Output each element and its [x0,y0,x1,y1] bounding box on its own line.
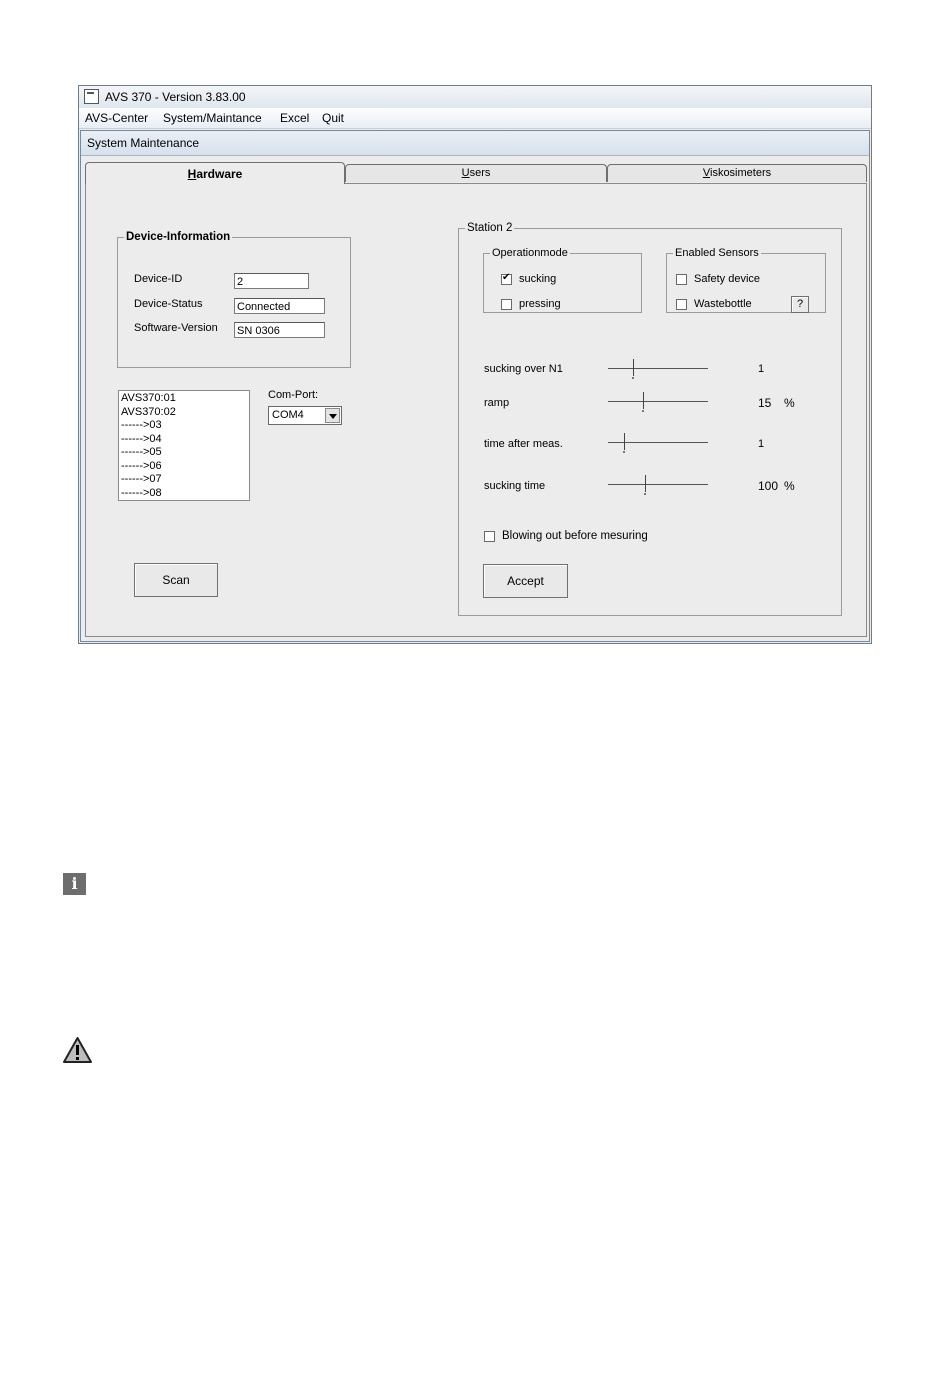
sucking-checkbox[interactable] [501,274,512,285]
device-id-field[interactable]: 2 [234,273,309,289]
list-item[interactable]: ------>08 [121,486,162,499]
safety-device-label: Safety device [694,273,761,285]
app-title: AVS 370 - Version 3.83.00 [105,90,246,104]
list-item[interactable]: AVS370:01 [121,392,176,404]
station-legend: Station 2 [467,222,513,234]
menu-quit[interactable]: Quit [322,111,345,125]
time-after-label: time after meas. [484,438,563,450]
wastebottle-checkbox[interactable] [676,299,687,310]
sucking-time-unit: % [784,479,795,493]
app-icon [84,89,99,104]
tab-hardware[interactable]: Hardware [85,162,345,184]
slider-thumb[interactable] [630,359,638,378]
sucking-time-label: sucking time [484,480,546,492]
device-id-label: Device-ID [134,273,183,285]
ramp-label: ramp [484,397,510,409]
enabled-sensors-legend: Enabled Sensors [675,247,759,259]
hardware-panel [85,183,867,637]
chevron-down-icon[interactable] [325,408,340,423]
sucking-time-slider[interactable] [608,475,708,495]
blowing-out-label: Blowing out before mesuring [502,530,648,542]
ramp-slider[interactable] [608,392,708,412]
device-listbox[interactable] [118,390,250,501]
device-status-label: Device-Status [134,298,203,310]
window-title: System Maintenance [87,136,200,150]
software-version-field[interactable]: SN 0306 [234,322,325,338]
pressing-checkbox[interactable] [501,299,512,310]
ramp-unit: % [784,396,795,410]
safety-device-checkbox[interactable] [676,274,687,285]
sucking-over-slider[interactable] [608,359,708,379]
wastebottle-label: Wastebottle [694,298,752,310]
time-after-value: 1 [758,438,765,450]
accept-button[interactable]: Accept [483,564,568,598]
slider-thumb[interactable] [640,392,648,411]
menu-system-maintance[interactable]: System/Maintance [163,111,262,125]
com-port-label: Com-Port: [268,389,319,401]
slider-track [608,484,708,485]
com-port-value: COM4 [272,409,304,421]
list-item[interactable]: ------>06 [121,459,162,472]
ramp-value: 15 [758,396,772,410]
app-window [78,85,872,644]
sucking-time-value: 100 [758,479,779,493]
sucking-label: sucking [519,273,557,285]
list-item[interactable]: ------>07 [121,473,162,485]
time-after-slider[interactable] [608,433,708,453]
list-item[interactable]: AVS370:02 [121,405,176,418]
wastebottle-help-button[interactable]: ? [791,296,809,313]
info-icon: i [63,873,86,895]
title-bar [79,86,871,108]
list-item[interactable]: ------>05 [121,446,162,458]
menu-avs-center[interactable]: AVS-Center [85,111,149,125]
list-item[interactable]: ------>03 [121,419,162,431]
menu-excel[interactable]: Excel [280,111,310,125]
system-maintenance-window [80,130,870,642]
menu-bar [79,108,871,129]
blowing-out-checkbox[interactable] [484,531,495,542]
sucking-over-value: 1 [758,363,765,375]
slider-thumb[interactable] [621,433,629,452]
window-title-bar [81,131,869,156]
sucking-over-label: sucking over N1 [484,363,563,375]
slider-track [608,401,708,402]
list-item[interactable]: ------>04 [121,432,162,445]
software-version-label: Software-Version [134,322,218,334]
warning-icon [62,1036,93,1064]
com-port-select[interactable] [268,406,342,425]
slider-thumb[interactable] [642,475,650,494]
pressing-label: pressing [519,298,561,310]
scan-button[interactable]: Scan [134,563,218,597]
tab-users[interactable]: Users [345,164,607,182]
tab-viskosimeters[interactable]: Viskosimeters [607,164,867,182]
operationmode-legend: Operationmode [492,247,568,259]
device-information-legend: Device-Information [126,231,231,243]
device-status-field[interactable]: Connected [234,298,325,314]
slider-track [608,368,708,369]
